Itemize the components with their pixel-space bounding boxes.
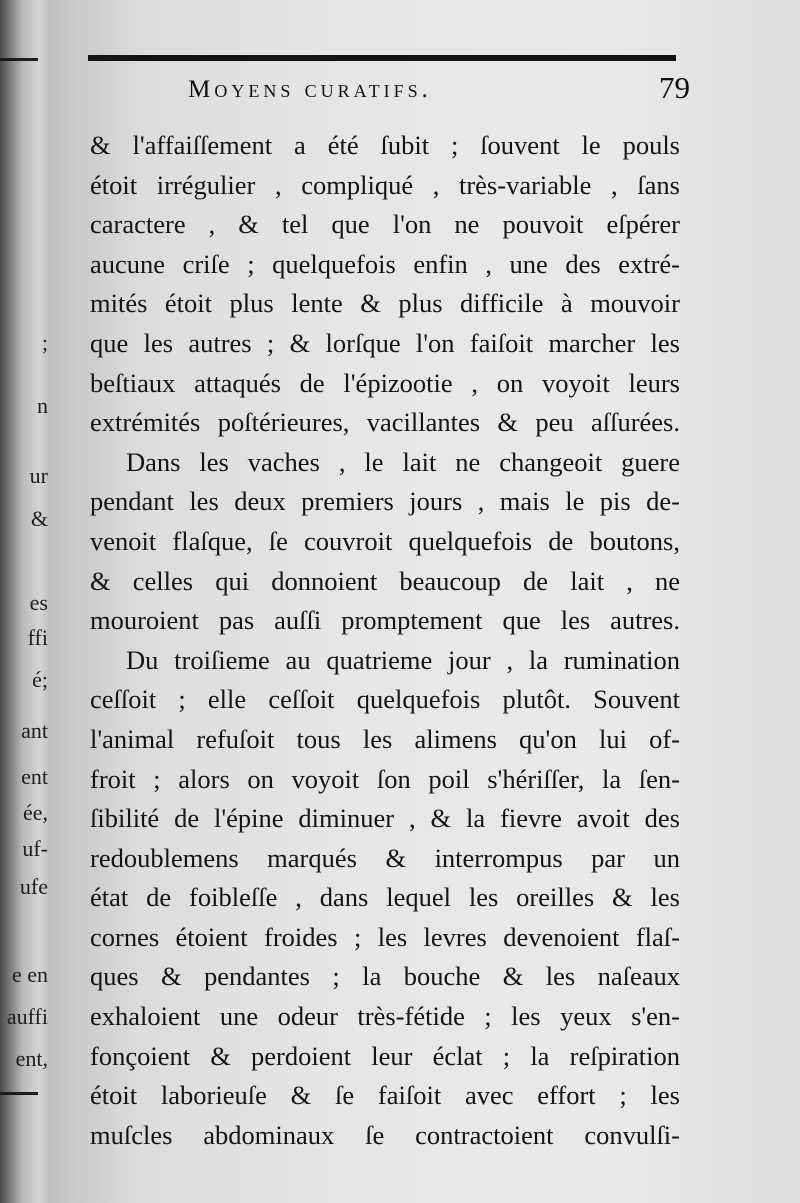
text-line: & l'affaiſſement a été ſubit ; ſouvent le pouls	[90, 130, 680, 160]
text-line: Dans les vaches , le lait ne changeoit guere	[126, 446, 680, 477]
text-line: ceſſoit ; elle ceſſoit quelquefois plutôt. Souvent	[90, 684, 680, 715]
previous-page-fragment: ffi	[27, 625, 48, 650]
previous-page-fragment: ent,	[15, 1046, 48, 1071]
text-line: froit ; alors on voyoit ſon poil s'hériſſer, la ſen-	[90, 763, 680, 794]
text-line: l'animal refuſoit tous les alimens qu'on lui of-	[90, 723, 680, 754]
text-line: étoit laborieuſe & ſe faiſoit avec effort ; les	[90, 1080, 680, 1111]
text-line: caractere , & tel que l'on ne pouvoit eſpérer	[90, 209, 680, 240]
previous-page-fragment: uf-	[22, 836, 48, 861]
previous-page-fragment: ant	[21, 718, 48, 743]
previous-page-fragment: es	[29, 590, 48, 615]
text-line: pendant les deux premiers jours , mais le pis de-	[90, 486, 680, 517]
text-line: que les autres ; & lorſque l'on faiſoit marcher les	[90, 327, 680, 358]
header-rule	[88, 55, 676, 61]
previous-page-fragment: &	[30, 506, 48, 531]
previous-page-fragment: ent	[21, 764, 48, 789]
previous-page-rule	[0, 58, 38, 61]
body-text	[90, 126, 680, 1155]
text-line: état de foibleſſe , dans lequel les oreilles & les	[90, 882, 680, 913]
previous-page-rule	[0, 1092, 38, 1095]
previous-page-fragment: e en	[11, 962, 48, 987]
previous-page-fragment: ur	[29, 463, 48, 488]
previous-page-fragment: ée,	[22, 800, 48, 825]
text-line: redoublemens marqués & interrompus par un	[90, 842, 680, 873]
previous-page-fragment: é;	[32, 667, 48, 692]
text-line: exhaloient une odeur très-fétide ; les yeux s'en-	[90, 1001, 680, 1032]
previous-page-fragment: auffi	[6, 1004, 48, 1029]
page-number: 79	[659, 70, 690, 105]
previous-page-edge	[0, 0, 50, 1203]
text-line: ſibilité de l'épine diminuer , & la fievre avoit des	[90, 803, 680, 834]
text-line: fonçoient & perdoient leur éclat ; la reſpiration	[90, 1040, 680, 1071]
text-line: aucune criſe ; quelquefois enfin , une des extré-	[90, 248, 680, 279]
text-line: ques & pendantes ; la bouche & les naſeaux	[90, 961, 680, 992]
book-page	[50, 0, 800, 1203]
text-line: mités étoit plus lente & plus difficile à mouvoir	[90, 288, 680, 319]
text-line: cornes étoient froides ; les levres devenoient flaſ-	[90, 921, 680, 952]
running-head: Moyens curatifs.	[188, 76, 432, 103]
text-line: mouroient pas auſſi promptement que les autres.	[90, 605, 680, 636]
text-line: étoit irrégulier , compliqué , très-variable , ſans	[90, 169, 680, 200]
previous-page-fragment: ufe	[19, 874, 48, 899]
text-line: extrémités poſtérieures, vacillantes & peu aſſurées.	[90, 407, 680, 438]
previous-page-fragment: n	[37, 393, 48, 418]
text-line: Du troiſieme au quatrieme jour , la rumination	[126, 644, 680, 675]
text-line: venoit flaſque, ſe couvroit quelquefois de boutons,	[90, 525, 680, 556]
previous-page-fragment: ;	[41, 330, 48, 355]
text-line: beſtiaux attaqués de l'épizootie , on voyoit leurs	[90, 367, 680, 398]
text-line: muſcles abdominaux ſe contractoient convulſi-	[90, 1119, 680, 1150]
text-line: & celles qui donnoient beaucoup de lait , ne	[90, 565, 680, 596]
